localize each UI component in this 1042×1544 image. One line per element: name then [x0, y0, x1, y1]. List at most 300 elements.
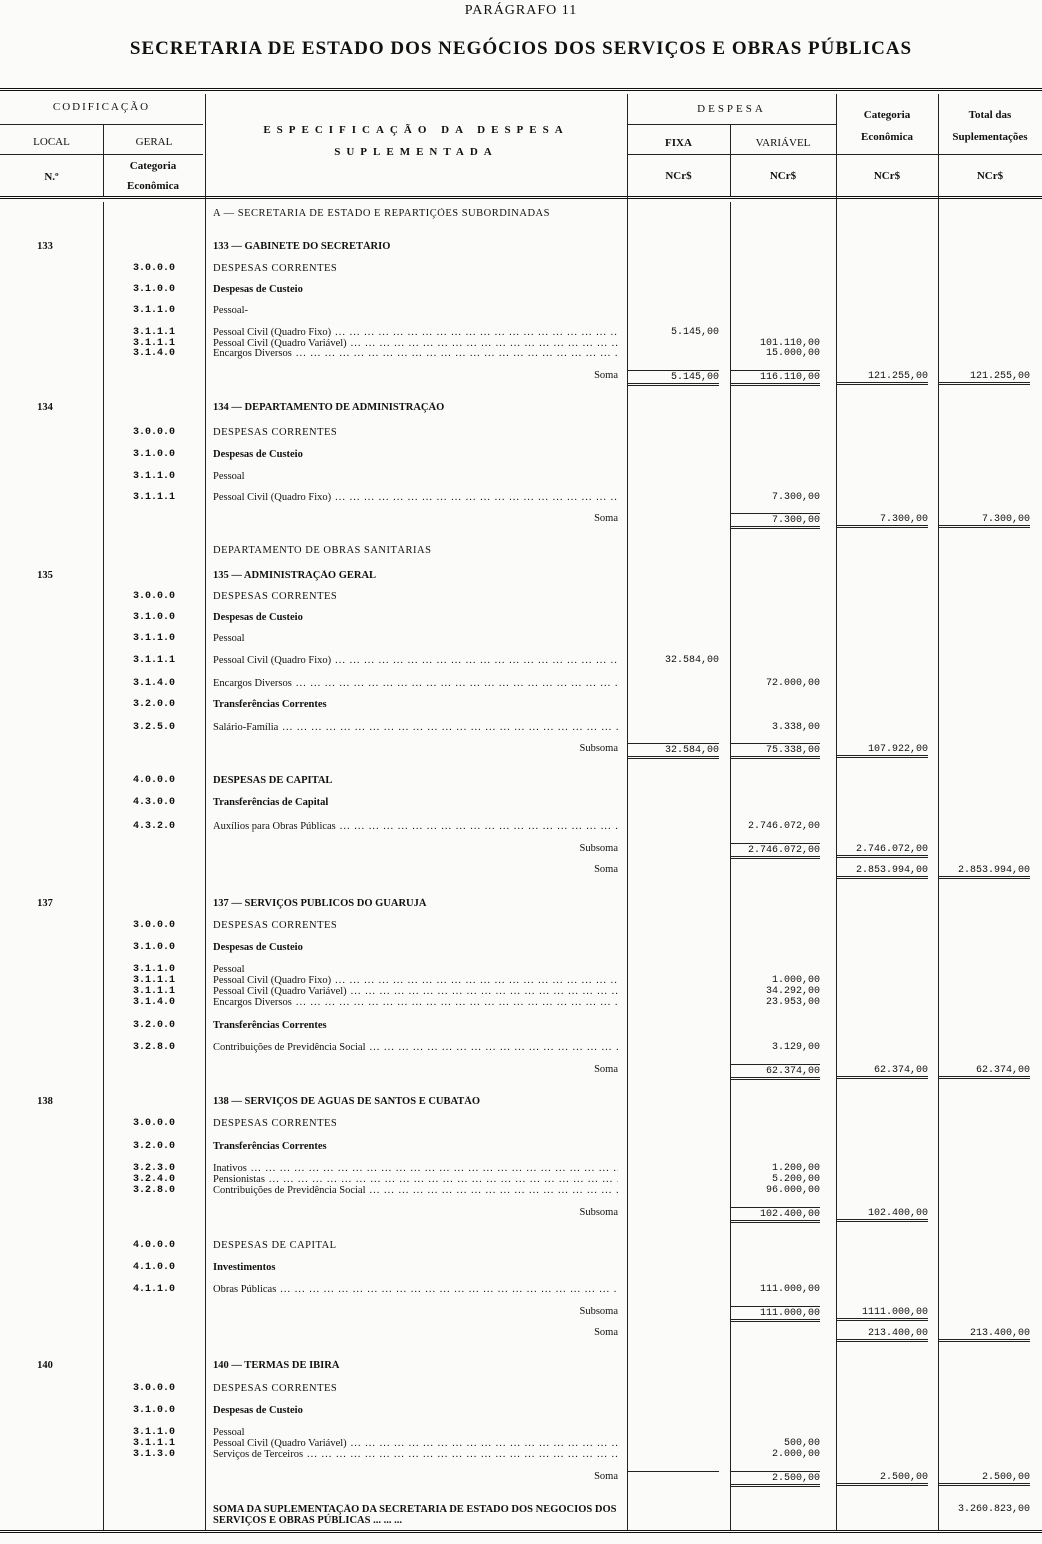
table-row	[0, 570, 1042, 582]
categoria-value: 62.374,00	[836, 1064, 928, 1079]
specification	[213, 1504, 618, 1526]
specification-text: Pessoal-	[213, 305, 248, 316]
table-row	[0, 1471, 1042, 1483]
total-value: 2.500,00	[938, 1471, 1030, 1486]
fixa-value	[627, 1471, 719, 1473]
specification	[213, 591, 618, 602]
col-rule	[730, 124, 731, 196]
header-currency-categoria: NCr$	[873, 170, 901, 182]
table-row	[0, 997, 1042, 1009]
economic-category-code: 3.2.0.0	[132, 699, 175, 710]
economic-category-code: 4.1.0.0	[132, 1262, 175, 1273]
variavel-value: 5.200,00	[771, 1174, 820, 1185]
specification	[213, 1438, 618, 1449]
variavel-value: 34.292,00	[765, 986, 820, 997]
fixa-value: 32.584,00	[664, 655, 719, 666]
dot-leader	[280, 1284, 618, 1295]
dot-leader	[370, 1042, 618, 1053]
table-row	[0, 633, 1042, 645]
specification	[213, 843, 618, 854]
variavel-value: 2.746.072,00	[730, 843, 820, 859]
variavel-value: 3.338,00	[771, 722, 820, 733]
economic-category-code: 3.1.0.0	[132, 942, 175, 953]
dot-leader	[269, 1174, 618, 1185]
specification	[213, 427, 618, 438]
local-code: 140	[37, 1360, 53, 1371]
dot-leader	[370, 1185, 618, 1196]
specification	[213, 1327, 618, 1338]
economic-category-code: 3.2.3.0	[132, 1163, 175, 1174]
specification-text: A — SECRETARIA DE ESTADO E REPARTIÇÕES SUBORDINADAS	[213, 208, 550, 219]
specification-text: Transferências de Capital	[213, 797, 329, 808]
categoria-value: 7.300,00	[836, 513, 928, 528]
total-value: 62.374,00	[938, 1064, 1030, 1079]
table-row	[0, 1096, 1042, 1108]
table-row	[0, 920, 1042, 932]
economic-category-code: 3.2.8.0	[132, 1042, 175, 1053]
economic-category-code: 3.1.1.0	[132, 633, 175, 644]
fixa-value: 5.145,00	[670, 327, 719, 338]
categoria-value: 121.255,00	[836, 370, 928, 385]
specification-text: Serviços de Terceiros	[213, 1449, 304, 1460]
header-rule	[0, 124, 203, 125]
variavel-value: 3.129,00	[771, 1042, 820, 1053]
local-code: 135	[37, 570, 53, 581]
specification-text: DESPESAS DE CAPITAL	[213, 775, 333, 786]
specification	[213, 864, 618, 875]
economic-category-code: 4.3.2.0	[132, 821, 175, 832]
specification-text: Subsoma	[579, 743, 618, 754]
header-variavel: VARIÁVEL	[755, 137, 811, 149]
specification	[213, 743, 618, 754]
specification-text: 134 — DEPARTAMENTO DE ADMINISTRAÇÃO	[213, 402, 445, 413]
specification	[213, 1306, 618, 1317]
header-numero: N.º	[44, 171, 59, 183]
variavel-value: 7.300,00	[730, 513, 820, 529]
economic-category-code: 3.1.1.1	[132, 1438, 175, 1449]
specification-text: Subsoma	[579, 843, 618, 854]
header-top-rule	[0, 88, 1042, 91]
dot-leader	[296, 678, 618, 689]
table-row	[0, 241, 1042, 253]
header-currency-fixa: NCr$	[665, 170, 692, 182]
table-row	[0, 402, 1042, 414]
specification	[213, 1118, 618, 1129]
table-row	[0, 1141, 1042, 1153]
economic-category-code: 3.1.1.0	[132, 1427, 175, 1438]
economic-category-code: 4.1.1.0	[132, 1284, 175, 1295]
specification-text: Pessoal	[213, 964, 245, 975]
specification	[213, 545, 618, 556]
local-code: 133	[37, 241, 53, 252]
variavel-value: 111.000,00	[730, 1306, 820, 1322]
table-row	[0, 263, 1042, 275]
variavel-value: 96.000,00	[765, 1185, 820, 1196]
header-total: Total das Suplementações	[952, 109, 1028, 143]
economic-category-code: 4.0.0.0	[132, 1240, 175, 1251]
footer-rule	[0, 1530, 1042, 1533]
table-row	[0, 1383, 1042, 1395]
specification-text: DESPESAS CORRENTES	[213, 1383, 338, 1394]
table-row	[0, 1262, 1042, 1274]
specification-text: Soma	[594, 513, 618, 524]
header-rule	[627, 124, 836, 125]
economic-category-code: 3.1.4.0	[132, 997, 175, 1008]
specification-text: Soma	[594, 1064, 618, 1075]
specification	[213, 284, 618, 295]
header-rule	[627, 154, 1042, 155]
specification-text: Subsoma	[579, 1306, 618, 1317]
specification-text: Soma	[594, 1471, 618, 1482]
specification	[213, 402, 618, 413]
economic-category-code: 3.0.0.0	[132, 1383, 175, 1394]
dot-leader	[351, 986, 618, 997]
table-row	[0, 1064, 1042, 1076]
specification-text: Investimentos	[213, 1262, 276, 1273]
specification-text: SOMA DA SUPLEMENTAÇÃO DA SECRETARIA DE ESTADO DOS NEGÓCIOS DOS SERVIÇOS E OBRAS PÚBLICAS ... ... ...	[213, 1504, 617, 1526]
variavel-value: 75.338,00	[730, 743, 820, 759]
specification	[213, 1174, 618, 1185]
table-row	[0, 1042, 1042, 1054]
page-title: SECRETARIA DE ESTADO DOS NEGÓCIOS DOS SERVIÇOS E OBRAS PÚBLICAS	[129, 38, 913, 59]
variavel-value: 2.746.072,00	[747, 821, 820, 832]
specification	[213, 1042, 618, 1053]
table-row	[0, 1306, 1042, 1318]
dot-leader	[335, 327, 618, 338]
table-row	[0, 612, 1042, 624]
categoria-value: 2.500,00	[836, 1471, 928, 1486]
specification-text: Contribuições de Previdência Social	[213, 1042, 366, 1053]
specification-text: 133 — GABINETE DO SECRETÁRIO	[213, 241, 391, 252]
table-row	[0, 1360, 1042, 1372]
table-row	[0, 1020, 1042, 1032]
variavel-value: 2.000,00	[771, 1449, 820, 1460]
dot-leader	[296, 348, 618, 359]
variavel-value: 23.953,00	[765, 997, 820, 1008]
header-geral: GERAL	[135, 136, 173, 148]
economic-category-code: 3.1.1.1	[132, 338, 175, 349]
specification	[213, 920, 618, 931]
specification	[213, 1383, 618, 1394]
specification-text: Despesas de Custeio	[213, 284, 303, 295]
economic-category-code: 3.2.4.0	[132, 1174, 175, 1185]
specification-text: Pessoal Civil (Quadro Variável)	[213, 338, 347, 349]
variavel-value: 72.000,00	[765, 678, 820, 689]
header-rule	[0, 154, 203, 155]
total-value: 2.853.994,00	[938, 864, 1030, 879]
economic-category-code: 4.3.0.0	[132, 797, 175, 808]
economic-category-code: 3.1.0.0	[132, 1405, 175, 1416]
table-row	[0, 370, 1042, 382]
page-label: PARÁGRAFO 11	[464, 3, 578, 18]
table-row	[0, 843, 1042, 855]
specification	[213, 797, 618, 808]
specification-text: Obras Públicas	[213, 1284, 277, 1295]
specification-text: DESPESAS CORRENTES	[213, 263, 338, 274]
table-row	[0, 942, 1042, 954]
specification	[213, 1020, 618, 1031]
economic-category-code: 3.1.1.1	[132, 492, 175, 503]
specification-text: Encargos Diversos	[213, 678, 292, 689]
table-row	[0, 1504, 1042, 1526]
table-row	[0, 797, 1042, 809]
table-row	[0, 492, 1042, 504]
specification-text: Despesas de Custeio	[213, 449, 303, 460]
total-value: 3.260.823,00	[957, 1504, 1030, 1515]
economic-category-code: 3.1.1.1	[132, 327, 175, 338]
economic-category-code: 4.0.0.0	[132, 775, 175, 786]
specification	[213, 471, 618, 482]
economic-category-code: 3.2.5.0	[132, 722, 175, 733]
categoria-value: 102.400,00	[836, 1207, 928, 1222]
header-despesa: DESPESA	[697, 103, 766, 115]
dot-leader	[307, 1449, 618, 1460]
specification-text: 138 — SERVIÇOS DE ÁGUAS DE SANTOS E CUBATÃO	[213, 1096, 481, 1107]
specification-text: Soma	[594, 370, 618, 381]
table-row	[0, 1118, 1042, 1130]
specification-text: Pessoal Civil (Quadro Variável)	[213, 1438, 347, 1449]
specification	[213, 513, 618, 524]
specification	[213, 1471, 618, 1482]
specification	[213, 241, 618, 252]
specification	[213, 1163, 618, 1174]
specification-text: Pessoal Civil (Quadro Fixo)	[213, 327, 332, 338]
specification	[213, 348, 618, 359]
specification	[213, 1240, 618, 1251]
specification-text: Soma	[594, 864, 618, 875]
specification-text: Transferências Correntes	[213, 699, 327, 710]
specification	[213, 633, 618, 644]
fixa-value: 5.145,00	[627, 370, 719, 386]
dot-leader	[351, 1438, 618, 1449]
variavel-value: 7.300,00	[771, 492, 820, 503]
economic-category-code: 3.1.0.0	[132, 449, 175, 460]
specification-text: DESPESAS CORRENTES	[213, 591, 338, 602]
dot-leader	[340, 821, 618, 832]
specification-text: Encargos Diversos	[213, 348, 292, 359]
table-row	[0, 699, 1042, 711]
specification-text: DESPESAS CORRENTES	[213, 427, 338, 438]
variavel-value: 62.374,00	[730, 1064, 820, 1080]
specification	[213, 678, 618, 689]
header-fixa: FIXA	[665, 137, 692, 149]
dot-leader	[251, 1163, 618, 1174]
total-value: 7.300,00	[938, 513, 1030, 528]
specification-text: Despesas de Custeio	[213, 942, 303, 953]
table-row	[0, 591, 1042, 603]
local-code: 138	[37, 1096, 53, 1107]
specification	[213, 1360, 618, 1371]
specification-text: Pessoal Civil (Quadro Fixo)	[213, 975, 332, 986]
header-currency-variavel: NCr$	[769, 170, 797, 182]
specification	[213, 986, 618, 997]
economic-category-code: 3.1.1.1	[132, 975, 175, 986]
header-codificacao: CODIFICAÇÃO	[52, 101, 151, 113]
dot-leader	[282, 722, 618, 733]
economic-category-code: 3.0.0.0	[132, 920, 175, 931]
specification	[213, 997, 618, 1008]
table-row	[0, 743, 1042, 755]
economic-category-code: 3.1.1.0	[132, 305, 175, 316]
specification	[213, 305, 618, 316]
specification	[213, 1262, 618, 1273]
economic-category-code: 3.0.0.0	[132, 1118, 175, 1129]
specification-text: Pensionistas	[213, 1174, 265, 1185]
table-row	[0, 864, 1042, 876]
table-row	[0, 722, 1042, 734]
categoria-value: 2.746.072,00	[836, 843, 928, 858]
table-row	[0, 1207, 1042, 1219]
specification	[213, 1449, 618, 1460]
specification	[213, 370, 618, 381]
economic-category-code: 3.1.1.1	[132, 655, 175, 666]
categoria-value: 107.922,00	[836, 743, 928, 758]
economic-category-code: 3.1.1.0	[132, 964, 175, 975]
specification	[213, 1064, 618, 1075]
variavel-value: 2.500,00	[730, 1471, 820, 1487]
economic-category-code: 3.0.0.0	[132, 427, 175, 438]
specification	[213, 821, 618, 832]
specification	[213, 975, 618, 986]
variavel-value: 116.110,00	[730, 370, 820, 386]
table-row	[0, 471, 1042, 483]
specification	[213, 898, 618, 909]
variavel-value: 1.000,00	[771, 975, 820, 986]
table-row	[0, 449, 1042, 461]
dot-leader	[335, 492, 618, 503]
dot-leader	[335, 655, 618, 666]
table-row	[0, 348, 1042, 360]
economic-category-code: 3.1.1.0	[132, 471, 175, 482]
specification	[213, 655, 618, 666]
economic-category-code: 3.1.0.0	[132, 612, 175, 623]
table-row	[0, 545, 1042, 557]
economic-category-code: 3.2.0.0	[132, 1020, 175, 1031]
specification-text: Pessoal	[213, 633, 245, 644]
table-row	[0, 1240, 1042, 1252]
specification	[213, 449, 618, 460]
header-especificacao: ESPECIFICAÇÃO DA DESPESA	[263, 124, 569, 136]
specification-text: Pessoal	[213, 471, 245, 482]
specification-text: DEPARTAMENTO DE OBRAS SANITÁRIAS	[213, 545, 432, 556]
variavel-value: 101.110,00	[759, 338, 820, 349]
specification	[213, 1284, 618, 1295]
economic-category-code: 3.1.1.1	[132, 986, 175, 997]
variavel-value: 111.000,00	[759, 1284, 820, 1295]
specification-text: Transferências Correntes	[213, 1020, 327, 1031]
specification-text: DESPESAS DE CAPITAL	[213, 1240, 337, 1251]
specification-text: Subsoma	[579, 1207, 618, 1218]
economic-category-code: 3.1.3.0	[132, 1449, 175, 1460]
specification-text: Encargos Diversos	[213, 997, 292, 1008]
specification	[213, 1427, 618, 1438]
specification	[213, 327, 618, 338]
specification-text: Salário-Família	[213, 722, 279, 733]
header-bottom-rule	[0, 196, 1042, 199]
categoria-value: 1111.000,00	[836, 1306, 928, 1321]
header-suplementada: SUPLEMENTADA	[334, 146, 498, 158]
specification-text: DESPESAS CORRENTES	[213, 920, 338, 931]
table-row	[0, 513, 1042, 525]
table-row	[0, 1185, 1042, 1197]
specification-text: Pessoal Civil (Quadro Fixo)	[213, 492, 332, 503]
table-row	[0, 821, 1042, 833]
specification	[213, 1141, 618, 1152]
specification	[213, 263, 618, 274]
specification	[213, 1405, 618, 1416]
economic-category-code: 3.1.4.0	[132, 678, 175, 689]
economic-category-code: 3.0.0.0	[132, 263, 175, 274]
specification-text: Contribuições de Previdência Social	[213, 1185, 366, 1196]
economic-category-code: 3.1.0.0	[132, 284, 175, 295]
specification-text: Despesas de Custeio	[213, 1405, 303, 1416]
table-row	[0, 898, 1042, 910]
header-local: LOCAL	[33, 136, 70, 148]
total-value: 121.255,00	[938, 370, 1030, 385]
specification	[213, 942, 618, 953]
table-row	[0, 1405, 1042, 1417]
specification	[213, 570, 618, 581]
total-value: 213.400,00	[938, 1327, 1030, 1342]
specification	[213, 208, 618, 219]
table-row	[0, 284, 1042, 296]
variavel-value: 102.400,00	[730, 1207, 820, 1223]
table-row	[0, 427, 1042, 439]
specification-text: 137 — SERVIÇOS PÚBLICOS DO GUARUJÁ	[213, 898, 427, 909]
specification	[213, 699, 618, 710]
table-row	[0, 208, 1042, 220]
specification	[213, 964, 618, 975]
variavel-value: 15.000,00	[765, 348, 820, 359]
economic-category-code: 3.2.8.0	[132, 1185, 175, 1196]
table-row	[0, 305, 1042, 317]
specification	[213, 722, 618, 733]
table-row	[0, 1284, 1042, 1296]
specification-text: 140 — TERMAS DE IBIRÁ	[213, 1360, 340, 1371]
header-categoria: Categoria Econômica	[861, 109, 913, 143]
economic-category-code: 3.2.0.0	[132, 1141, 175, 1152]
specification	[213, 612, 618, 623]
specification-text: Inativos	[213, 1163, 247, 1174]
categoria-value: 2.853.994,00	[836, 864, 928, 879]
table-row	[0, 655, 1042, 667]
specification	[213, 775, 618, 786]
local-code: 134	[37, 402, 53, 413]
dot-leader	[335, 975, 618, 986]
header-categoria-economica: Categoria Econômica	[127, 160, 179, 192]
variavel-value: 1.200,00	[771, 1163, 820, 1174]
table-row	[0, 775, 1042, 787]
specification-text: Pessoal	[213, 1427, 245, 1438]
economic-category-code: 3.0.0.0	[132, 591, 175, 602]
specification-text: Transferências Correntes	[213, 1141, 327, 1152]
col-rule	[103, 124, 104, 196]
specification	[213, 1185, 618, 1196]
local-code: 137	[37, 898, 53, 909]
header-currency-total: NCr$	[976, 170, 1004, 182]
categoria-value: 213.400,00	[836, 1327, 928, 1342]
specification-text: 135 — ADMINISTRAÇÃO GERAL	[213, 570, 377, 581]
specification	[213, 1207, 618, 1218]
specification-text: Pessoal Civil (Quadro Variável)	[213, 986, 347, 997]
table-row	[0, 1327, 1042, 1339]
table-row	[0, 678, 1042, 690]
economic-category-code: 3.1.4.0	[132, 348, 175, 359]
specification	[213, 1096, 618, 1107]
specification-text: Auxílios para Obras Públicas	[213, 821, 336, 832]
specification-text: Despesas de Custeio	[213, 612, 303, 623]
specification	[213, 492, 618, 503]
